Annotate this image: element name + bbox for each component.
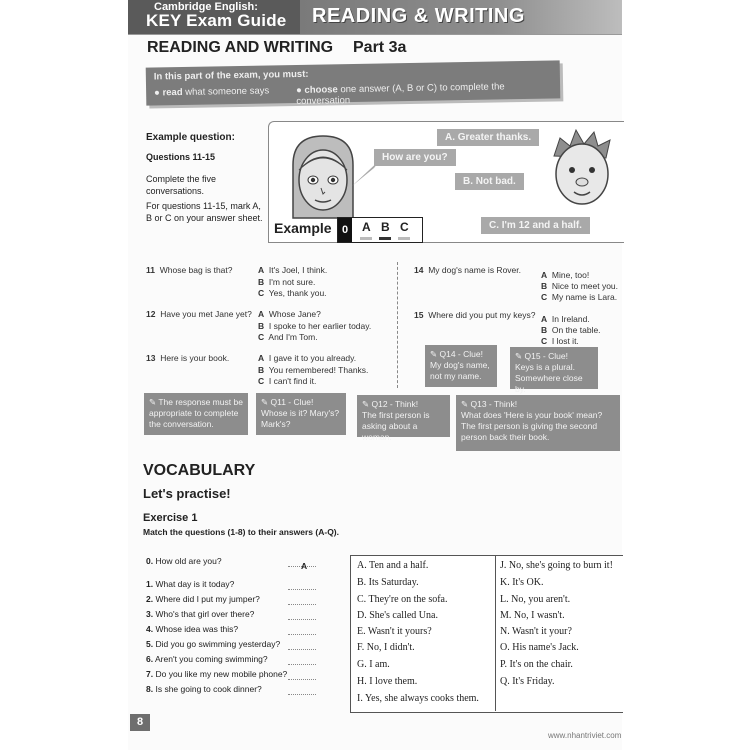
hint-q11: ✎ Q11 - Clue! Whose is it? Mary's? Mark's? bbox=[256, 393, 346, 435]
header-divider bbox=[128, 34, 622, 35]
answer-j: J. No, she's going to burn it! bbox=[500, 560, 613, 571]
exercise-instruction: Match the questions (1-8) to their answers (A-Q). bbox=[143, 527, 339, 537]
page-number: 8 bbox=[130, 714, 150, 731]
answer-blank-4[interactable] bbox=[288, 624, 316, 635]
answer-k: K. It's OK. bbox=[500, 577, 544, 588]
bubble-how-are-you: How are you? bbox=[374, 149, 456, 166]
instruction-1: Complete the five conversations. bbox=[146, 174, 217, 196]
hint-q15: ✎ Q15 - Clue! Keys is a plural. Somewhere close by. bbox=[510, 347, 598, 389]
lets-practise-heading: Let's practise! bbox=[143, 486, 231, 501]
question-12-options: A Whose Jane? B I spoke to her earlier today. C And I'm Tom. bbox=[258, 309, 372, 342]
question-12: 12 Have you met Jane yet? bbox=[146, 309, 252, 319]
instruction-2: For questions 11-15, mark A, B or C on your answer sheet. bbox=[146, 201, 263, 223]
answer-q: Q. It's Friday. bbox=[500, 676, 555, 687]
answer-h: H. I love them. bbox=[357, 676, 418, 687]
vocabulary-heading: VOCABULARY bbox=[143, 462, 256, 479]
part-label: Part 3a bbox=[353, 39, 407, 56]
page-title: READING AND WRITING bbox=[147, 39, 334, 56]
answer-a: A. Ten and a half. bbox=[357, 560, 429, 571]
hint-q12: ✎ Q12 - Think! The first person is asking about a woman. bbox=[357, 395, 450, 437]
answer-blank-2[interactable] bbox=[288, 594, 316, 605]
hint-q13: ✎ Q13 - Think! What does 'Here is your book' mean? The first person is giving the second person back their book. bbox=[456, 395, 620, 451]
question-13-options: A I gave it to you already. B You remembered! Thanks. C I can't find it. bbox=[258, 353, 369, 386]
answer-blank-5[interactable] bbox=[288, 639, 316, 650]
match-question-8: 8. Is she going to cook dinner? bbox=[146, 684, 262, 694]
answer-i: I. Yes, she always cooks them. bbox=[357, 693, 479, 704]
answer-blank-8[interactable] bbox=[288, 684, 316, 695]
answer-blank-1[interactable] bbox=[288, 579, 316, 590]
brand-line-2: KEY Exam Guide bbox=[146, 11, 287, 30]
exercise-title: Exercise 1 bbox=[143, 512, 198, 524]
match-question-4: 4. Whose idea was this? bbox=[146, 624, 239, 634]
column-divider bbox=[397, 262, 398, 388]
hint-q14: ✎ Q14 - Clue! My dog's name, not my name. bbox=[425, 345, 497, 387]
match-question-3: 3. Who's that girl over there? bbox=[146, 609, 255, 619]
answer-e: E. Wasn't it yours? bbox=[357, 626, 432, 637]
question-15: 15 Where did you put my keys? bbox=[414, 310, 536, 320]
answer-blank-3[interactable] bbox=[288, 609, 316, 620]
example-number: 0 bbox=[338, 218, 352, 242]
example-option-b: B bbox=[381, 220, 390, 234]
match-question-5: 5. Did you go swimming yesterday? bbox=[146, 639, 281, 649]
match-question-6: 6. Aren't you coming swimming? bbox=[146, 654, 268, 664]
footer-url: www.nhantriviet.com bbox=[548, 731, 622, 740]
boy-illustration bbox=[544, 126, 618, 216]
info-bullet-1: ● read what someone says bbox=[154, 85, 270, 99]
answer-o: O. His name's Jack. bbox=[500, 642, 579, 653]
questions-label: Questions 11-15 bbox=[146, 152, 216, 162]
hint-general: ✎ The response must be appropriate to complete the conversation. bbox=[144, 393, 248, 435]
answer-b: B. Its Saturday. bbox=[357, 577, 419, 588]
answer-l: L. No, you aren't. bbox=[500, 594, 571, 605]
section-tab-label: READING & WRITING bbox=[312, 5, 525, 27]
question-15-options: A In Ireland. B On the table. C I lost it. bbox=[541, 314, 601, 346]
example-option-a: A bbox=[362, 220, 371, 234]
bubble-c: C. I'm 12 and a half. bbox=[481, 217, 590, 234]
brand-line-1: Cambridge English: bbox=[154, 1, 258, 13]
answer-m: M. No, I wasn't. bbox=[500, 610, 565, 621]
question-14-options: A Mine, too! B Nice to meet you. C My name is Lara. bbox=[541, 270, 619, 302]
answer-mark-selected bbox=[379, 237, 391, 240]
section-tab bbox=[300, 0, 622, 34]
question-13: 13 Here is your book. bbox=[146, 353, 230, 363]
answers-table-divider bbox=[495, 555, 496, 711]
question-11: 11 Whose bag is that? bbox=[146, 265, 233, 275]
brand-header bbox=[128, 0, 300, 34]
info-banner bbox=[146, 60, 561, 105]
match-question-1: 1. What day is it today? bbox=[146, 579, 235, 589]
bubble-a: A. Greater thanks. bbox=[437, 129, 539, 146]
question-11-options: A It's Joel, I think. B I'm not sure. C Yes, thank you. bbox=[258, 265, 328, 298]
match-question-7: 7. Do you like my new mobile phone? bbox=[146, 669, 288, 679]
answer-p: P. It's on the chair. bbox=[500, 659, 573, 670]
question-14: 14 My dog's name is Rover. bbox=[414, 265, 522, 275]
match-question-0: 0. How old are you? bbox=[146, 556, 222, 566]
info-title: In this part of the exam, you must: bbox=[153, 68, 309, 83]
answer-mark bbox=[398, 237, 410, 240]
info-bullet-2: ● choose one answer (A, B or C) to complete the conversation bbox=[296, 81, 505, 107]
answer-mark bbox=[360, 237, 372, 240]
bubble-b: B. Not bad. bbox=[455, 173, 524, 190]
answer-f: F. No, I didn't. bbox=[357, 642, 415, 653]
answer-n: N. Wasn't it your? bbox=[500, 626, 572, 637]
example-heading: Example question: bbox=[146, 132, 235, 143]
answer-blank-7[interactable] bbox=[288, 669, 316, 680]
answer-blank-6[interactable] bbox=[288, 654, 316, 665]
answer-blank-0[interactable]: A bbox=[288, 556, 316, 567]
match-question-2: 2. Where did I put my jumper? bbox=[146, 594, 260, 604]
example-option-c: C bbox=[400, 220, 409, 234]
answer-d: D. She's called Una. bbox=[357, 610, 438, 621]
example-label: Example bbox=[274, 220, 332, 236]
answer-g: G. I am. bbox=[357, 659, 390, 670]
example-answer-box bbox=[337, 217, 423, 243]
answer-c: C. They're on the sofa. bbox=[357, 594, 448, 605]
